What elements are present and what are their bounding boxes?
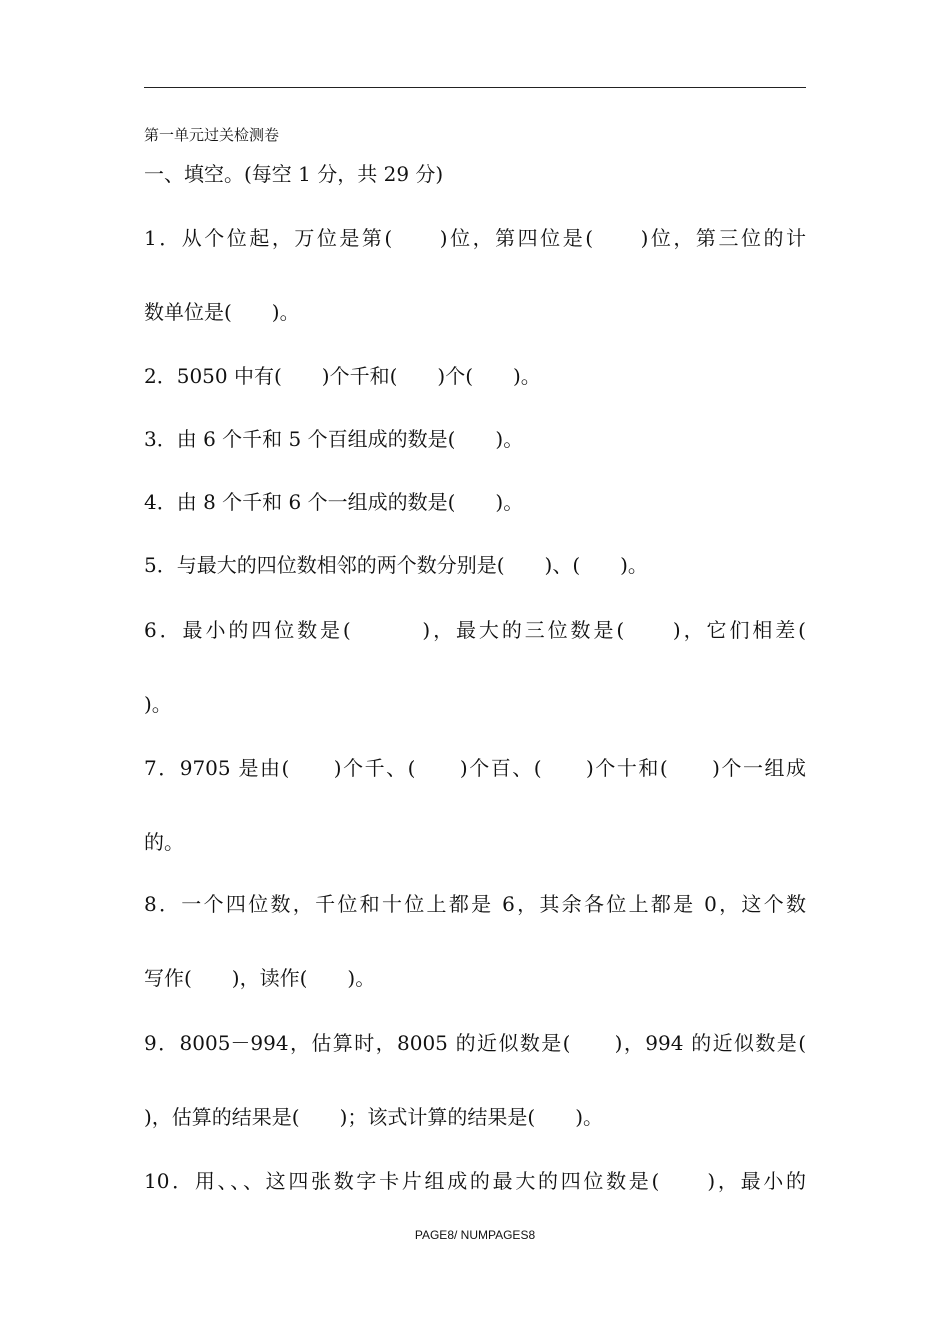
question-9-line-2: )，估算的结果是( )；该式计算的结果是( )。	[144, 1105, 604, 1129]
question-5: 5．与最大的四位数相邻的两个数分别是( )、( )。	[144, 553, 648, 577]
page-number-footer: PAGE8/ NUMPAGES8	[414, 1228, 536, 1242]
question-6-line-2: )。	[144, 692, 172, 716]
question-3: 3．由 6 个千和 5 个百组成的数是( )。	[144, 427, 524, 451]
question-8-line-2: 写作( )，读作( )。	[144, 966, 376, 990]
question-1-line-2: 数单位是( )。	[144, 300, 300, 324]
question-1-line-1: 1．从个位起，万位是第( )位，第四位是( )位，第三位的计	[144, 226, 806, 250]
document-header: 第一单元过关检测卷	[144, 126, 280, 144]
section-title: 一、填空。(每空 1 分，共 29 分)	[144, 162, 444, 186]
header-rule	[144, 87, 806, 88]
question-8-line-1: 8．一个四位数，千位和十位上都是 6，其余各位上都是 0，这个数	[144, 892, 806, 916]
question-4: 4．由 8 个千和 6 个一组成的数是( )。	[144, 490, 524, 514]
question-9-line-1: 9．8005－994，估算时，8005 的近似数是( )，994 的近似数是(	[144, 1031, 806, 1055]
question-6-line-1: 6．最小的四位数是( )，最大的三位数是( )，它们相差(	[144, 618, 806, 642]
question-2: 2．5050 中有( )个千和( )个( )。	[144, 364, 541, 388]
question-7-line-1: 7．9705 是由( )个千、( )个百、( )个十和( )个一组成	[144, 756, 806, 780]
question-7-line-2: 的。	[144, 830, 184, 854]
question-10-line-1: 10．用、、、这四张数字卡片组成的最大的四位数是( )，最小的	[144, 1169, 806, 1193]
